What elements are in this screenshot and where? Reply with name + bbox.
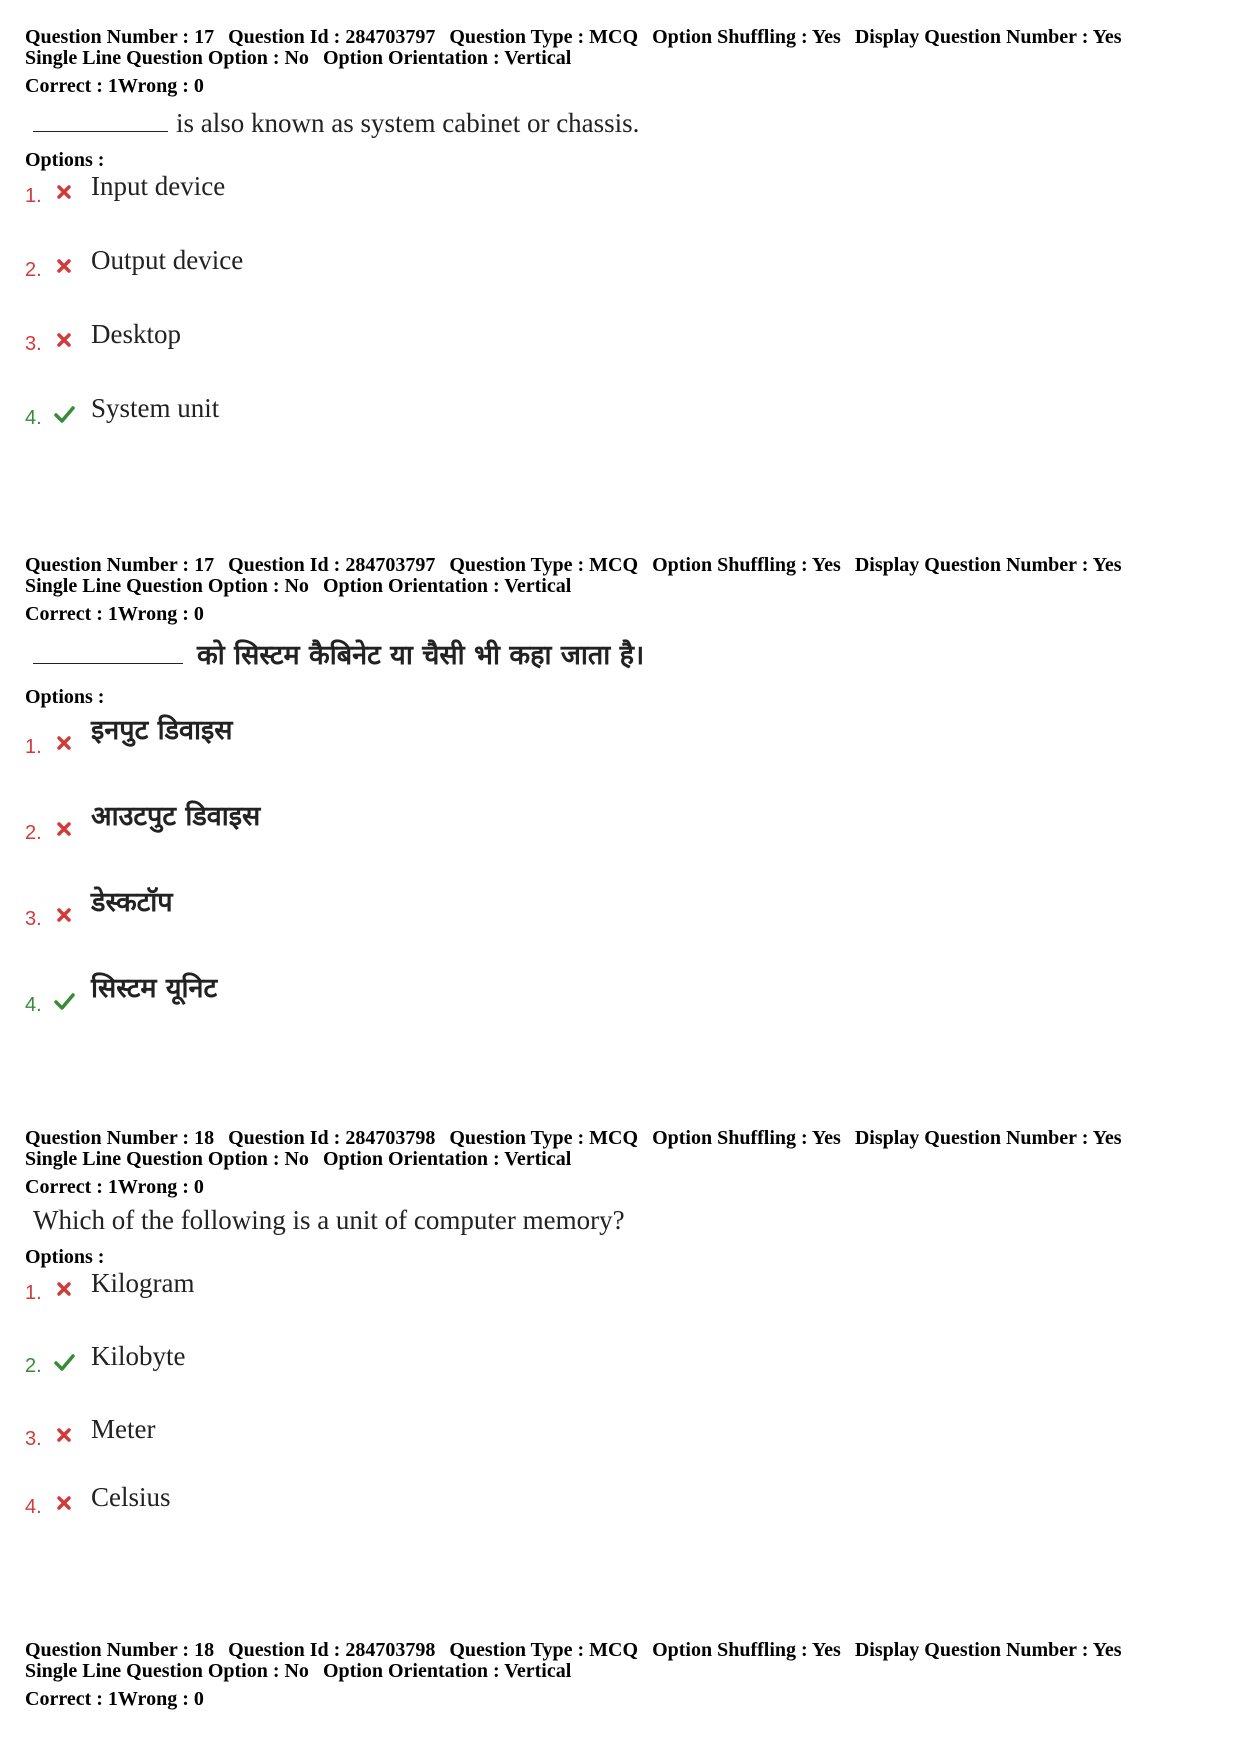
option-shuffling: Option Shuffling : Yes [652,1639,841,1661]
display-question-number: Display Question Number : Yes [854,1639,1122,1661]
option-text: Input device [91,171,226,201]
score-line [25,1176,1215,1198]
wrong-marks: Wrong : 0 [117,75,204,97]
single-line-option: Single Line Question Option : No [25,1660,309,1682]
cross-icon [53,904,75,926]
question-meta [25,27,1215,69]
check-icon [53,990,75,1012]
question-number: Question Number : 18 [25,1639,215,1661]
display-question-number: Display Question Number : Yes [854,26,1122,48]
option-text: सिस्टम यूनिट [91,973,218,1004]
check-icon [53,403,75,425]
answer-blank [33,109,168,132]
question-block-18-hi [25,1640,1215,1710]
wrong-marks: Wrong : 0 [117,603,204,625]
question-type: Question Type : MCQ [449,1127,639,1149]
options-label: Options : [25,1246,105,1268]
single-line-option: Single Line Question Option : No [25,1148,309,1170]
option-number: 3. [25,908,42,930]
question-block-17-hi [25,555,1215,1048]
option-number: 3. [25,1428,42,1450]
option-text: डेस्कटॉप [91,887,173,918]
correct-marks: Correct : 1 [25,1176,118,1198]
options-label: Options : [25,149,105,171]
option-text: Meter [91,1414,156,1444]
check-icon [53,1351,75,1373]
question-text: Which of the following is a unit of computer memory? [33,1205,625,1235]
wrong-marks: Wrong : 0 [117,1176,204,1198]
question-type: Question Type : MCQ [449,1639,639,1661]
question-text [33,639,1215,672]
option-number: 3. [25,333,42,355]
option-number: 1. [25,185,42,207]
option-shuffling: Option Shuffling : Yes [652,554,841,576]
option-number: 1. [25,1282,42,1304]
option-number: 4. [25,1496,42,1518]
option-orientation: Option Orientation : Vertical [322,1660,572,1682]
question-meta [25,555,1215,597]
question-id: Question Id : 284703798 [228,1127,436,1149]
correct-marks: Correct : 1 [25,1688,118,1710]
cross-icon [53,1492,75,1514]
question-meta [25,1128,1215,1170]
single-line-option: Single Line Question Option : No [25,47,309,69]
cross-icon [53,255,75,277]
question-text-content: को सिस्टम कैबिनेट या चैसी भी कहा जाता है। [197,640,645,671]
option-number: 4. [25,407,42,429]
options-list [25,1268,1215,1558]
option-text: Output device [91,245,244,275]
option-number: 1. [25,736,42,758]
single-line-option: Single Line Question Option : No [25,575,309,597]
option-text: आउटपुट डिवाइस [91,801,261,832]
option-text: Kilobyte [91,1341,186,1371]
correct-marks: Correct : 1 [25,75,118,97]
options-list [25,171,1215,471]
cross-icon [53,1424,75,1446]
cross-icon [53,1278,75,1300]
option-orientation: Option Orientation : Vertical [322,47,572,69]
cross-icon [53,181,75,203]
option-text: Celsius [91,1482,171,1512]
cross-icon [53,818,75,840]
question-text-content: is also known as system cabinet or chassis. [176,108,640,138]
answer-blank [33,641,183,664]
display-question-number: Display Question Number : Yes [854,554,1122,576]
question-type: Question Type : MCQ [449,554,639,576]
option-text: System unit [91,393,220,423]
question-number: Question Number : 18 [25,1127,215,1149]
score-line [25,1688,1215,1710]
correct-marks: Correct : 1 [25,603,118,625]
question-number: Question Number : 17 [25,26,215,48]
option-text: Desktop [91,319,181,349]
question-block-17-en [25,27,1215,471]
score-line [25,603,1215,625]
cross-icon [53,329,75,351]
question-text [33,107,1215,139]
option-number: 2. [25,259,42,281]
option-shuffling: Option Shuffling : Yes [652,26,841,48]
question-block-18-en [25,1128,1215,1558]
question-id: Question Id : 284703797 [228,26,436,48]
question-meta [25,1640,1215,1682]
question-id: Question Id : 284703798 [228,1639,436,1661]
score-line [25,75,1215,97]
option-shuffling: Option Shuffling : Yes [652,1127,841,1149]
question-type: Question Type : MCQ [449,26,639,48]
question-number: Question Number : 17 [25,554,215,576]
display-question-number: Display Question Number : Yes [854,1127,1122,1149]
cross-icon [53,732,75,754]
options-label: Options : [25,686,105,708]
option-orientation: Option Orientation : Vertical [322,1148,572,1170]
option-number: 2. [25,1355,42,1377]
option-text: इनपुट डिवाइस [91,715,233,746]
question-id: Question Id : 284703797 [228,554,436,576]
option-orientation: Option Orientation : Vertical [322,575,572,597]
options-list [25,708,1215,1048]
option-text: Kilogram [91,1268,195,1298]
wrong-marks: Wrong : 0 [117,1688,204,1710]
option-number: 4. [25,994,42,1016]
option-number: 2. [25,822,42,844]
